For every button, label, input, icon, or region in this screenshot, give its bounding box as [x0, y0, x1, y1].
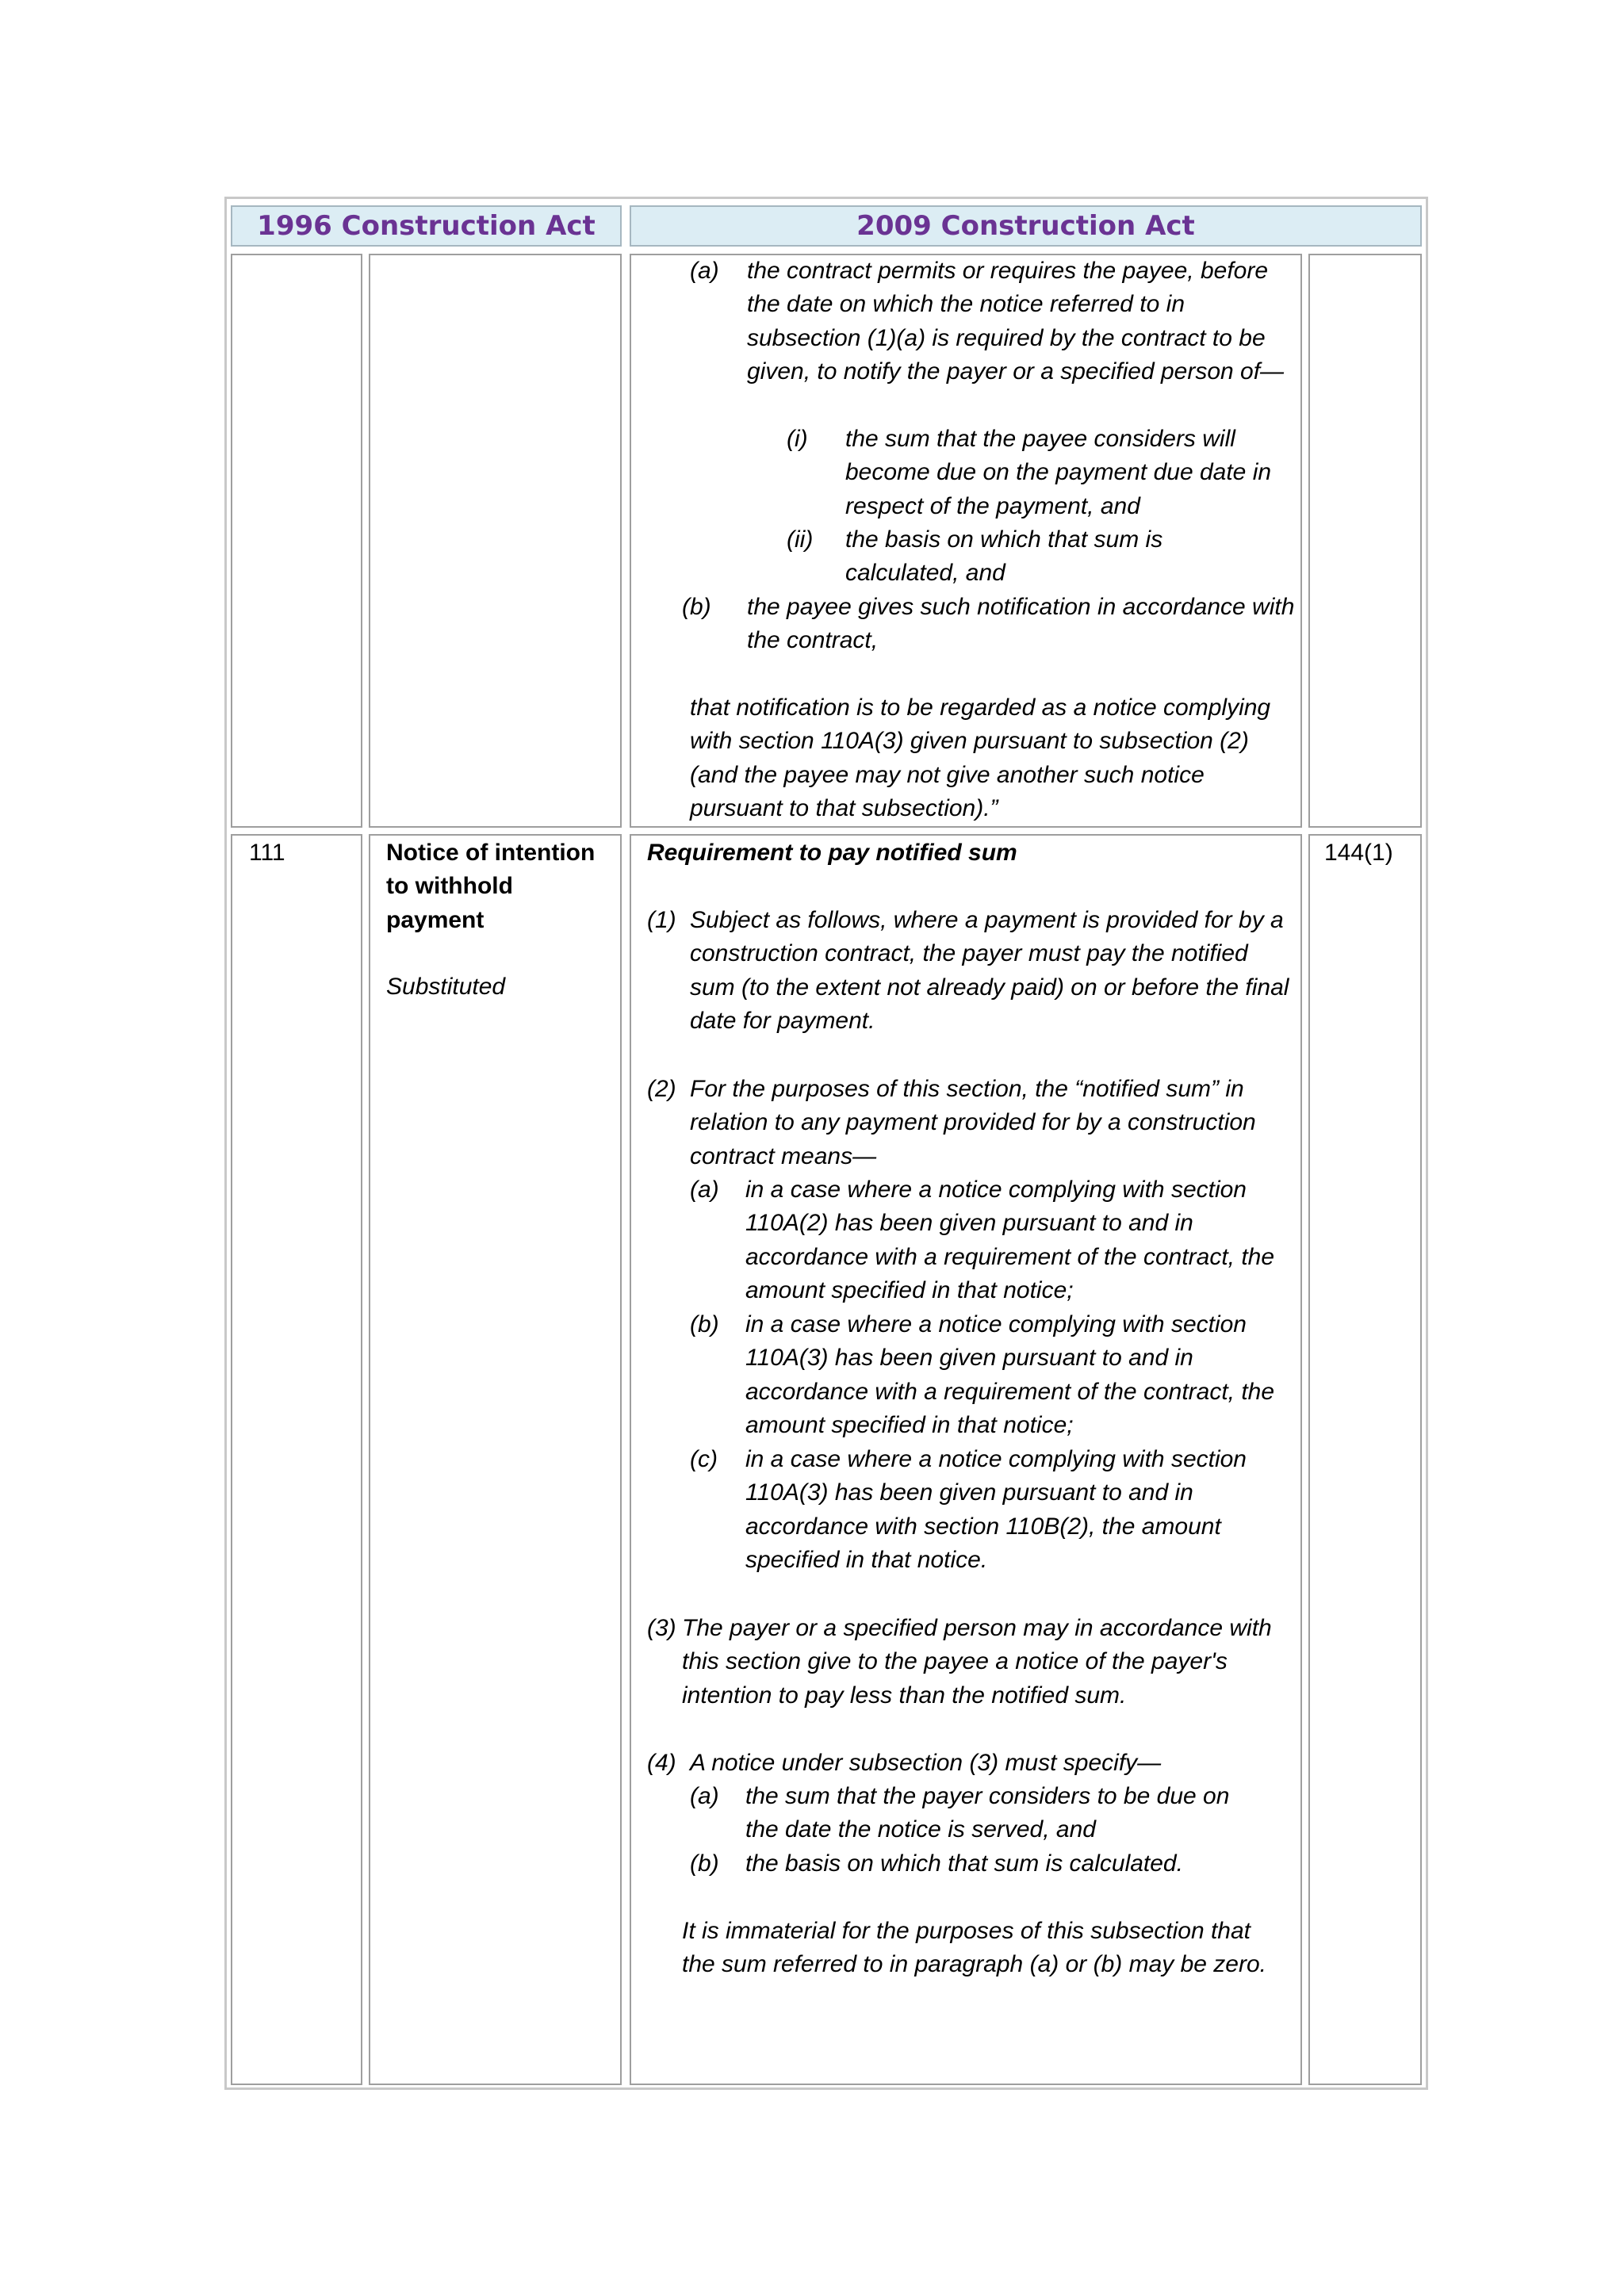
- subsection-label: (4): [647, 1750, 676, 1776]
- subsection-3: [647, 1612, 1297, 1712]
- subsection-label: (3): [647, 1615, 676, 1641]
- row1-section-cell: [231, 254, 362, 828]
- item-text: in a case where a notice complying with section 110A(3) has been given pursuant to and in accordance with section 110B(2), the amount specified in that notice.: [745, 1446, 1247, 1574]
- item-label: (a): [690, 258, 719, 284]
- row2-ref-cell: [1308, 834, 1422, 2085]
- item-text: in a case where a notice complying with section 110A(3) has been given pursuant to and in accordance with a requirement of the contract, the amount specified in that notice;: [745, 1311, 1275, 1439]
- item-label: (ii): [787, 526, 814, 553]
- section-2009: 144(1): [1324, 840, 1393, 866]
- subsection-4-closing: It is immaterial for the purposes of this subsection that the sum referred to in paragraph (a) or (b) may be zero.: [682, 1918, 1266, 1978]
- subsection-text: Subject as follows, where a payment is provided for by a construction contract, the payer must pay the notified sum (to the extent not already paid) on or before the final date for payment.: [690, 907, 1289, 1035]
- item-label: (b): [690, 1311, 719, 1337]
- item-text: the basis on which that sum is calculated, and: [845, 526, 1163, 587]
- subsection-4: [647, 1747, 1297, 1780]
- subsection-2-item-b: [690, 1308, 1293, 1443]
- row1-ref-cell: [1308, 254, 1422, 828]
- status-1996: Substituted: [386, 974, 506, 1000]
- subsection-label: (2): [647, 1076, 676, 1102]
- section-1996: 111: [249, 840, 285, 866]
- row1-item-ii: [787, 523, 1302, 591]
- subsection-text: The payer or a specified person may in accordance with this section give to the payee a notice of the payer's intention to pay less than the notified sum.: [682, 1615, 1272, 1709]
- subsection-text: For the purposes of this section, the “notified sum” in relation to any payment provided for by a construction contract means—: [690, 1076, 1256, 1169]
- row2-title-cell: [369, 834, 622, 2085]
- row1-item-a: [690, 254, 1308, 389]
- row1-title-cell: [369, 254, 622, 828]
- section-heading: Requirement to pay notified sum: [647, 840, 1017, 866]
- subsection-2-item-c: [690, 1443, 1293, 1578]
- row2-section-cell: [231, 834, 362, 2085]
- item-label: (a): [690, 1177, 719, 1203]
- subsection-text: A notice under subsection (3) must specify—: [690, 1750, 1162, 1776]
- item-label: (c): [690, 1446, 718, 1472]
- subsection-1: [647, 904, 1297, 1039]
- item-text: the sum that the payee considers will become due on the payment due date in respect of the payment, and: [845, 426, 1272, 519]
- subsection-4-item-b: [690, 1847, 1293, 1881]
- row1-closing: that notification is to be regarded as a notice complying with section 110A(3) given pursuant to subsection (2) (and the payee may not give another such notice pursuant to that subsection).”: [690, 695, 1271, 822]
- subsection-2-item-a: [690, 1173, 1293, 1308]
- item-label: (b): [682, 594, 711, 620]
- subsection-2: [647, 1073, 1297, 1173]
- row1-item-i: [787, 423, 1302, 523]
- header-2009: 2009 Construction Act: [630, 205, 1422, 247]
- row1-item-b: [682, 591, 1300, 658]
- title-1996: Notice of intention to withhold payment: [386, 840, 596, 933]
- item-text: the sum that the payer considers to be due on the date the notice is served, and: [745, 1783, 1230, 1843]
- item-label: (a): [690, 1783, 719, 1809]
- subsection-label: (1): [647, 907, 676, 933]
- item-text: in a case where a notice complying with section 110A(2) has been given pursuant to and in accordance with a requirement of the contract, the amount specified in that notice;: [745, 1177, 1275, 1304]
- subsection-4-item-a: [690, 1780, 1293, 1847]
- item-text: the contract permits or requires the payee, before the date on which the notice referred to in subsection (1)(a) is required by the contract to be given, to notify the payer or a specified person of—: [747, 258, 1285, 385]
- item-text: the payee gives such notification in accordance with the contract,: [747, 594, 1295, 654]
- header-1996: 1996 Construction Act: [231, 205, 622, 247]
- item-label: (i): [787, 426, 808, 452]
- item-label: (b): [690, 1850, 719, 1877]
- item-text: the basis on which that sum is calculated.: [745, 1850, 1183, 1877]
